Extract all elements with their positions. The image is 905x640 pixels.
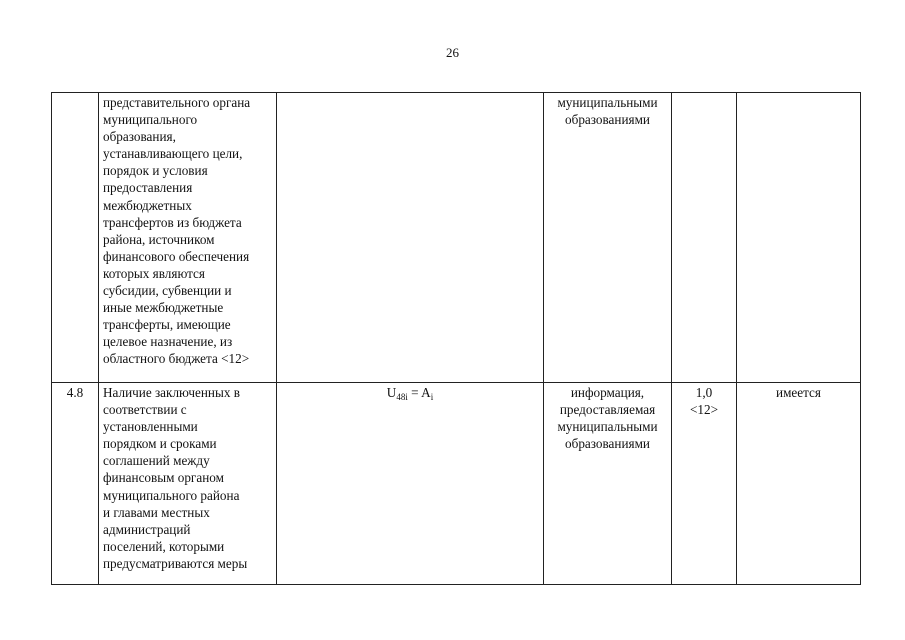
description-line: целевое назначение, из: [103, 334, 233, 350]
description-line: и главами местных: [103, 504, 210, 520]
description-line: областного бюджета <12>: [103, 351, 250, 367]
description-line: соответствии с: [103, 402, 187, 418]
description-line: финансового обеспечения: [103, 248, 250, 264]
indicator-description-cell: [99, 383, 277, 585]
description-line: порядок и условия: [103, 163, 208, 179]
description-line: предоставления: [103, 180, 193, 196]
data-source-cell: [544, 93, 672, 383]
description-line: которых являются: [103, 265, 205, 281]
description-line: муниципального района: [103, 487, 240, 503]
description-line: представительного органа: [103, 95, 251, 110]
indicators-table: [51, 92, 861, 585]
row-number-cell: [52, 93, 99, 383]
row-number-cell: 4.8: [52, 383, 99, 585]
description-line: района, источником: [103, 231, 215, 247]
page-number: 26: [446, 45, 459, 60]
data-source-cell: [544, 383, 672, 585]
weight-cell: [672, 383, 737, 585]
source-line: предоставляемая: [559, 402, 656, 418]
value-cell: [737, 93, 861, 383]
indicator-description-cell: [99, 93, 277, 383]
description-line: установленными: [103, 419, 198, 435]
formula-lhs-subscript: 48i: [396, 392, 408, 402]
description-line: образования,: [103, 129, 176, 145]
formula-lhs-base: U: [386, 385, 397, 400]
description-line: порядком и сроками: [103, 436, 217, 452]
description-line: устанавливающего цели,: [103, 146, 243, 162]
description-line: предусматриваются меры: [103, 555, 248, 571]
table-row: [52, 93, 861, 383]
formula-cell: [277, 383, 544, 585]
table-row: [52, 383, 861, 585]
formula-cell: [277, 93, 544, 383]
source-line: муниципальными: [557, 95, 658, 110]
source-line: информация,: [570, 385, 645, 400]
description-line: администраций: [103, 521, 191, 537]
description-line: поселений, которыми: [103, 538, 225, 554]
description-line: муниципального: [103, 112, 198, 128]
formula-rhs-subscript: i: [430, 392, 434, 402]
description-line: трансфертов из бюджета: [103, 214, 242, 230]
description-line: Наличие заключенных в: [103, 385, 240, 400]
description-line: трансферты, имеющие: [103, 317, 231, 333]
formula-rhs-base: A: [421, 385, 431, 400]
weight-cell: [672, 93, 737, 383]
weight-line: 1,0: [695, 385, 713, 400]
formula: [387, 385, 433, 400]
description-line: финансовым органом: [103, 470, 224, 486]
description-line: иные межбюджетные: [103, 300, 224, 316]
source-line: образованиями: [565, 436, 650, 452]
description-line: субсидии, субвенции и: [103, 283, 232, 299]
weight-line: <12>: [689, 402, 719, 418]
value-cell: имеется: [737, 383, 861, 585]
formula-equals: =: [407, 385, 422, 400]
source-line: муниципальными: [557, 419, 658, 435]
description-line: межбюджетных: [103, 197, 192, 213]
description-line: соглашений между: [103, 453, 210, 469]
source-line: образованиями: [565, 112, 650, 128]
